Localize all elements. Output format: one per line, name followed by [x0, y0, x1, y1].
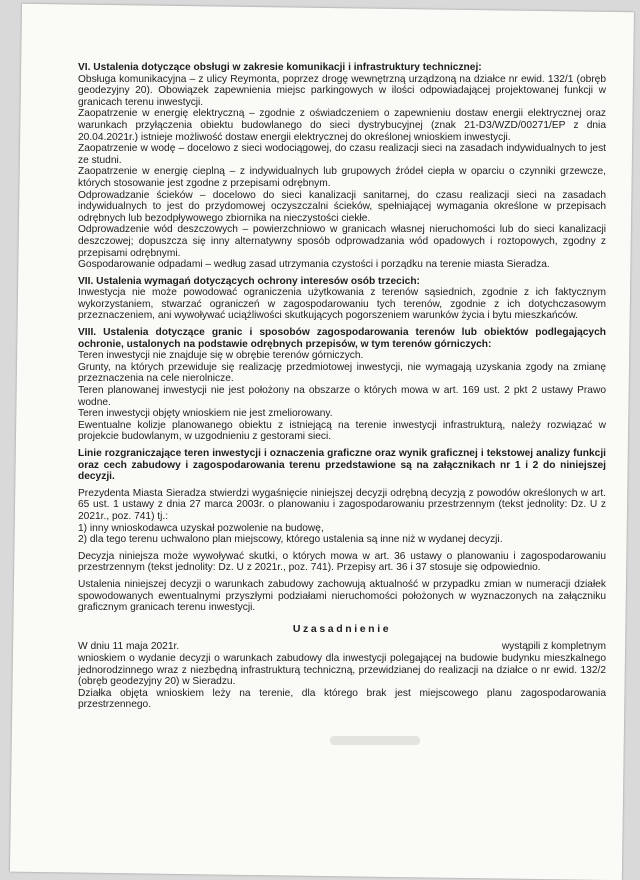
section-vii	[78, 276, 606, 322]
section-vi-communication: Obsługa komunikacyjna – z ulicy Reymonta, poprzez drogę wewnętrzną urządzoną na działce nr ewid. 132/1 (obręb geodezyjny 20). Obowiązek zapewnienia miejsc parkingowych w ilości odpowiadającej projektowanej funkcji w granicach terenu inwestycji.	[78, 73, 606, 108]
justification-date-end: wystąpili z kompletnym	[501, 641, 606, 653]
validity-paragraph: Ustalenia niniejszej decyzji o warunkach zabudowy zachowują aktualność w przypadku zmian w numeracji działek spowodowanych ewentualnymi przyszłymi podziałami nieruchomości położonych w wyznaczonych na załączniku graficznym granicach terenu inwestycji.	[78, 578, 606, 614]
section-viii-land: Grunty, na których przewiduje się realizację przedmiotowej inwestycji, nie wymagają uzyskania zgody na zmianę przeznaczenia na cele nierolnicze.	[78, 361, 606, 385]
justification-date-line	[78, 641, 606, 653]
section-viii-melioration: Teren inwestycji objęty wnioskiem nie jest zmeliorowany.	[78, 408, 333, 420]
justification-body: wnioskiem o wydanie decyzji o warunkach zabudowy dla inwestycji polegającej na budowie budynku mieszkalnego jednorodzinnego wraz z niezbędną infrastrukturą techniczną, przewidzianej do realizacji na działce o nr ewid. 132/2 (obręb geodezyjny 20) w Sieradzu.	[78, 652, 606, 688]
section-vi-heat: Zaopatrzenie w energię cieplną – z indywidualnych lub grupowych źródeł ciepła w oparciu o czynniki grzewcze, których stosowanie jest zgodne z przepisami odrębnym.	[78, 166, 606, 189]
justification-heading: Uzasadnienie	[292, 622, 392, 635]
section-viii	[78, 327, 606, 443]
section-vi-rainwater: Odprowadzenie wód deszczowych – powierzchniowo w granicach własnej nieruchomości lub do sieci kanalizacji deszczowej; dopuszcza się inny alternatywny sposób odprowadzania wód opadowych i roztopowych, zgodny z przepisami odrębnymi.	[78, 224, 606, 259]
section-viii-mining: Teren inwestycji nie znajduje się w obrębie terenów górniczych.	[78, 350, 364, 362]
document-content	[78, 62, 606, 711]
section-boundary-lines	[78, 448, 606, 483]
boundary-lines-text: Linie rozgraniczające teren inwestycji i oznaczenia graficzne oraz wynik graficznej i tekstowej analizy funkcji oraz cech zabudowy i zagospodarowania terenu przedstawione są na załącznikach nr 1 i 2 do niniejszej decyzji.	[78, 448, 606, 483]
section-expiry	[78, 488, 606, 614]
redaction-mark	[330, 736, 420, 745]
section-vii-body: Inwestycja nie może powodować ograniczenia użytkowania z terenów sąsiednich, zgodnie z ich faktycznym wykorzystaniem, stwarzać ograniczeń w zagospodarowaniu tych terenów, zgodnie z ich dotychczasowym przeznaczeniem, ani wywoływać uciążliwości skutkujących pogorszeniem warunków życia i bytu mieszkańców.	[78, 287, 606, 322]
expiry-intro: Prezydenta Miasta Sieradza stwierdzi wygaśnięcie niniejszej decyzji odrębną decyzją z powodów określonych w art. 65 ust. 1 ustawy z dnia 27 marca 2003r. o planowaniu i zagospodarowaniu przestrzennym (tekst jednolity: Dz. U z 2021r., poz. 741) tj.:	[78, 487, 606, 522]
expiry-list	[78, 523, 606, 546]
section-viii-collisions: Ewentualne kolizje planowanego obiektu z istniejącą na terenie inwestycji infrastrukturą, należy rozwiązać w projekcie budowlanym, w uzgodnieniu z gestorami sieci.	[78, 419, 606, 443]
justification-no-plan: Działka objęta wnioskiem leży na terenie, dla którego brak jest miejscowego planu zagospodarowania przestrzennego.	[78, 687, 606, 711]
section-vi	[78, 62, 606, 271]
justification-date: W dniu 11 maja 2021r.	[78, 641, 180, 653]
section-vii-title: VII. Ustalenia wymagań dotyczących ochrony interesów osób trzecich:	[78, 275, 420, 287]
section-justification	[78, 624, 606, 711]
section-vi-water: Zaopatrzenie w wodę – docelowo z sieci wodociągowej, do czasu realizacji sieci na zasadach indywidualnych to jest ze studni.	[78, 143, 606, 166]
section-vi-title: VI. Ustalenia dotyczące obsługi w zakresie komunikacji i infrastruktury technicznej:	[78, 62, 482, 73]
section-vi-waste: Gospodarowanie odpadami – według zasad utrzymania czystości i porządku na terenie miasta Sieradza.	[78, 259, 550, 271]
section-vi-sewage: Odprowadzanie ścieków – docelowo do sieci kanalizacji sanitarnej, do czasu realizacji sieci na zasadach indywidualnych to jest do przydomowej oczyszczalni ścieków, spełniającej wymagania określone w przepisach odrębnych lub bezodpływowego zbiornika na nieczystości ciekłe.	[78, 189, 606, 224]
section-viii-water-law: Teren planowanej inwestycji nie jest położony na obszarze o których mowa w art. 169 ust. 2 pkt 2 ustawy Prawo wodne.	[78, 385, 606, 408]
expiry-item-2: 2) dla tego terenu uchwalono plan miejscowy, którego ustalenia są inne niż w wydanej decyzji.	[78, 534, 503, 546]
effects-paragraph: Decyzja niniejsza może wywoływać skutki, o których mowa w art. 36 ustawy o planowaniu i zagospodarowaniu przestrzennym (tekst jednolity: Dz. U z 2021r., poz. 741). Przepisy art. 36 i 37 stosuje się odpowiednio.	[78, 550, 606, 574]
section-vi-electricity: Zaopatrzenie w energię elektryczną – zgodnie z oświadczeniem o zapewnieniu dostaw energii elektrycznej oraz warunkach przyłączenia obiektu budowlanego do sieci dystrybucyjnej (znak 21-D3/WZD/00271/EP z dnia 20.04.2021r.) istnieje możliwość dostaw energii elektrycznej do określonej wnioskiem inwestycji.	[78, 108, 606, 143]
section-viii-title: VIII. Ustalenia dotyczące granic i sposobów zagospodarowania terenów lub obiektów podlegających ochronie, ustalonych na podstawie odrębnych przepisów, w tym terenów górniczych:	[78, 327, 606, 350]
expiry-item-1: 1) inny wnioskodawca uzyskał pozwolenie na budowę,	[78, 522, 324, 534]
